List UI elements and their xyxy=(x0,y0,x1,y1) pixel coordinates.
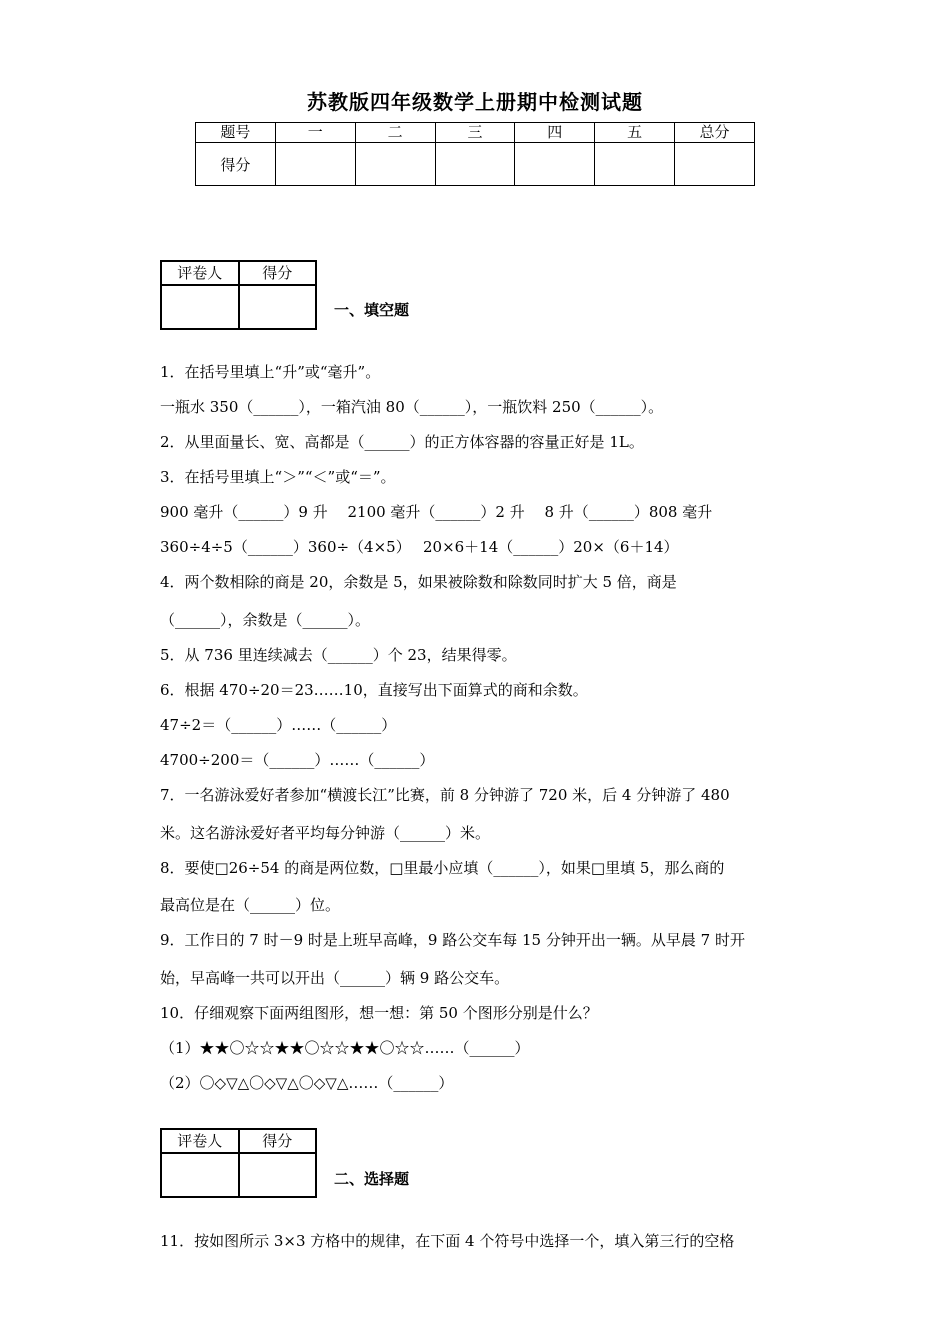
question-line: 最高位是在（______）位。 xyxy=(160,896,341,914)
grader-box-2 xyxy=(160,1128,317,1198)
question-line: 4．两个数相除的商是 20，余数是 5，如果被除数和除数同时扩大 5 倍，商是 xyxy=(160,573,677,591)
question-line: 5．从 736 里连续减去（______）个 23，结果得零。 xyxy=(160,646,517,664)
score-cell xyxy=(675,143,755,186)
question-line: 9．工作日的 7 时－9 时是上班早高峰，9 路公交车每 15 分钟开出一辆。从早晨 7 时开 xyxy=(160,931,745,949)
question-line: （2）〇◇▽△〇◇▽△〇◇▽△……（______） xyxy=(160,1074,454,1092)
question-line: 米。这名游泳爱好者平均每分钟游（______）米。 xyxy=(160,824,491,842)
score-cell xyxy=(595,143,675,186)
question-line: 3．在括号里填上“＞”“＜”或“＝”。 xyxy=(160,468,396,486)
question-line: 10．仔细观察下面两组图形，想一想：第 50 个图形分别是什么？ xyxy=(160,1004,598,1022)
grader-reviewer-label: 评卷人 xyxy=(161,261,239,285)
section-heading-fill-in: 一、填空题 xyxy=(334,301,410,319)
grader-score-label: 得分 xyxy=(239,1129,317,1153)
question-line: 始，早高峰一共可以开出（______）辆 9 路公交车。 xyxy=(160,969,510,987)
question-line: 6．根据 470÷20＝23……10，直接写出下面算式的商和余数。 xyxy=(160,681,588,699)
grader-cell xyxy=(161,1153,239,1197)
grader-box-1 xyxy=(160,260,317,330)
grader-cell xyxy=(161,285,239,329)
score-row-label: 得分 xyxy=(196,143,276,186)
grader-reviewer-label: 评卷人 xyxy=(161,1129,239,1153)
question-line: 1．在括号里填上“升”或“毫升”。 xyxy=(160,363,381,381)
question-line: 360÷4÷5（______）360÷（4×5） 20×6＋14（______）20×（6＋14） xyxy=(160,538,679,556)
question-line: 11．按如图所示 3×3 方格中的规律，在下面 4 个符号中选择一个，填入第三行的空格 xyxy=(160,1232,735,1250)
score-table-header: 一 xyxy=(275,123,355,143)
score-cell xyxy=(435,143,515,186)
question-line: 8．要使□26÷54 的商是两位数，□里最小应填（______），如果□里填 5，那么商的 xyxy=(160,859,725,877)
score-cell xyxy=(515,143,595,186)
question-line: 一瓶水 350（______），一箱汽油 80（______），一瓶饮料 250（______）。 xyxy=(160,398,664,416)
score-cell xyxy=(355,143,435,186)
score-table-header: 题号 xyxy=(196,123,276,143)
question-line: （1）★★〇☆☆★★〇☆☆★★〇☆☆……（______） xyxy=(160,1039,530,1057)
score-table-header: 三 xyxy=(435,123,515,143)
question-line: 4700÷200＝（______）……（______） xyxy=(160,751,435,769)
grader-cell xyxy=(239,1153,317,1197)
section-heading-choice: 二、选择题 xyxy=(334,1170,410,1188)
question-line: （______），余数是（______）。 xyxy=(160,611,371,629)
grader-score-label: 得分 xyxy=(239,261,317,285)
score-table-header: 五 xyxy=(595,123,675,143)
question-line: 47÷2＝（______）……（______） xyxy=(160,716,397,734)
score-table-header: 四 xyxy=(515,123,595,143)
page-title: 苏教版四年级数学上册期中检测试题 xyxy=(307,90,643,114)
question-line: 900 毫升（______）9 升 2100 毫升（______）2 升 8 升（______）808 毫升 xyxy=(160,503,713,521)
grader-cell xyxy=(239,285,317,329)
question-line: 7．一名游泳爱好者参加“横渡长江”比赛，前 8 分钟游了 720 米，后 4 分钟游了 480 xyxy=(160,786,730,804)
score-table xyxy=(195,122,755,186)
question-line: 2．从里面量长、宽、高都是（______）的正方体容器的容量正好是 1L。 xyxy=(160,433,644,451)
score-cell xyxy=(275,143,355,186)
score-table-header: 二 xyxy=(355,123,435,143)
score-table-header: 总分 xyxy=(675,123,755,143)
